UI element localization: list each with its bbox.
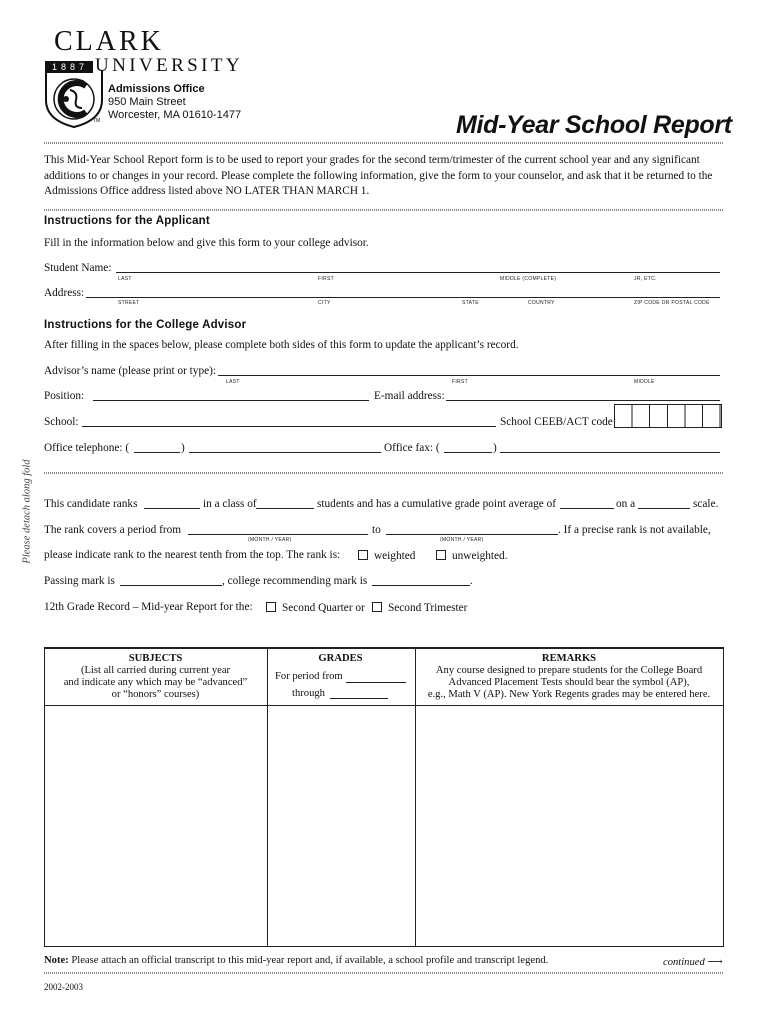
address-sub-street: STREET <box>118 300 140 306</box>
subjects-entry-area[interactable] <box>46 705 266 945</box>
advisor-name-label: Advisor’s name (please print or type): <box>44 365 217 377</box>
unweighted-option[interactable] <box>436 549 508 562</box>
second-trimester-checkbox[interactable] <box>372 602 382 612</box>
passing-text-b: , college recommending mark is <box>222 575 368 587</box>
second-quarter-label: Second Quarter or <box>282 602 365 614</box>
weighted-checkbox[interactable] <box>358 550 368 560</box>
subjects-header <box>45 653 266 701</box>
grades-through-field[interactable] <box>330 698 388 699</box>
rank-text-a: This candidate ranks <box>44 498 138 510</box>
period-from-sub: (MONTH / YEAR) <box>248 537 292 543</box>
unweighted-label: unweighted. <box>452 550 508 562</box>
email-field[interactable] <box>446 400 720 401</box>
name-sub-first: FIRST <box>318 276 334 282</box>
rank-text-d: on a <box>616 498 636 510</box>
office-fax-label: Office fax: ( <box>384 442 440 454</box>
address-sub-country: COUNTRY <box>528 300 555 306</box>
address-field[interactable] <box>86 297 720 298</box>
rank-text-b: in a class of <box>203 498 257 510</box>
trademark-mark: TM <box>93 118 101 124</box>
record-text: 12th Grade Record – Mid-year Report for the: <box>44 601 253 613</box>
ceeb-code-boxes[interactable] <box>614 404 722 428</box>
section-divider-2 <box>44 472 724 474</box>
second-trimester-label: Second Trimester <box>388 602 468 614</box>
name-sub-last: LAST <box>118 276 132 282</box>
arrow-right-icon: ⟶ <box>707 957 723 968</box>
phone-area-field[interactable] <box>134 452 180 453</box>
remarks-line-3: e.g., Math V (AP). New York Regents grades may be entered here. <box>427 689 711 700</box>
subjects-desc-3: or “honors” courses) <box>111 689 200 700</box>
office-city: Worcester, MA 01610-1477 <box>108 109 242 121</box>
period-text-b: to <box>372 524 381 536</box>
remarks-line-2: Advanced Placement Tests should bear the symbol (AP), <box>448 677 690 688</box>
footer-note <box>44 955 548 966</box>
fax-number-field[interactable] <box>500 452 720 453</box>
grades-through-label: through <box>292 688 325 699</box>
address-label: Address: <box>44 287 85 299</box>
class-size-field[interactable] <box>256 508 314 509</box>
continued-text: continued <box>663 957 705 968</box>
applicant-heading: Instructions for the Applicant <box>44 215 210 227</box>
email-label: E-mail address: <box>374 390 445 402</box>
grades-entry-area[interactable] <box>268 705 414 945</box>
intro-paragraph: This Mid-Year School Report form is to be used to report your grades for the second term/trimester of the current school year and any significant additions to or changes in your record. Please complete the following information, give the form to your counselor, and ask that it be returned to the Admissions Office address listed above NO LATER THAN MARCH 1. <box>44 154 713 197</box>
weighted-option[interactable] <box>358 549 415 562</box>
section-divider-1 <box>44 209 724 211</box>
period-to-sub: (MONTH / YEAR) <box>440 537 484 543</box>
gpa-field[interactable] <box>560 508 614 509</box>
detach-note: Please detach along fold <box>21 459 33 564</box>
form-year: 2002-2003 <box>44 982 83 992</box>
logo-clark-text: CLARK <box>54 26 164 57</box>
subjects-title: SUBJECTS <box>128 653 183 664</box>
advisor-sub-first: FIRST <box>452 379 468 385</box>
weighted-label: weighted <box>374 550 416 562</box>
recommending-mark-field[interactable] <box>372 585 470 586</box>
grades-period-label: For period from <box>275 671 343 682</box>
second-quarter-checkbox[interactable] <box>266 602 276 612</box>
second-trimester-option[interactable] <box>372 601 467 614</box>
student-name-label: Student Name: <box>44 262 112 274</box>
address-sub-city: CITY <box>318 300 331 306</box>
phone-number-field[interactable] <box>189 452 381 453</box>
rank-text-c: students and has a cumulative grade point average of <box>317 498 557 510</box>
advisor-name-field[interactable] <box>218 375 720 376</box>
gpa-scale-field[interactable] <box>638 508 690 509</box>
subjects-desc-2: and indicate any which may be “advanced” <box>63 677 248 688</box>
passing-text-c: . <box>470 575 473 587</box>
second-quarter-option[interactable] <box>266 601 365 614</box>
office-street: 950 Main Street <box>108 96 186 108</box>
logo-year: 1887 <box>51 62 89 72</box>
footer-divider <box>44 972 724 974</box>
address-sub-state: STATE <box>462 300 479 306</box>
advisor-sub-middle: MIDDLE <box>634 379 655 385</box>
fax-area-field[interactable] <box>444 452 492 453</box>
period-text-c: . If a precise rank is not available, <box>558 524 711 536</box>
fax-close-paren: ) <box>493 442 497 454</box>
period-text-a: The rank covers a period from <box>44 524 182 536</box>
note-text: Please attach an official transcript to this mid-year report and, if available, a school profile and transcript legend. <box>71 955 549 966</box>
logo-university-text: UNIVERSITY <box>95 55 243 76</box>
period-from-field[interactable] <box>188 534 368 535</box>
rank-text-e: scale. <box>693 498 719 510</box>
remarks-title: REMARKS <box>541 653 597 664</box>
rank-field[interactable] <box>144 508 200 509</box>
subjects-desc-1: (List all carried during current year <box>80 665 231 676</box>
unweighted-checkbox[interactable] <box>436 550 446 560</box>
position-field[interactable] <box>93 400 369 401</box>
advisor-instruction: After filling in the spaces below, please complete both sides of this form to update the applicant’s record. <box>44 339 519 351</box>
remarks-header <box>415 653 723 701</box>
grades-period-from-field[interactable] <box>346 682 406 683</box>
remarks-line-1: Any course designed to prepare students for the College Board <box>435 665 703 676</box>
phone-close-paren: ) <box>181 442 185 454</box>
continued-label <box>663 956 723 968</box>
passing-text-a: Passing mark is <box>44 575 115 587</box>
header-divider <box>44 142 724 144</box>
name-sub-jr: JR, ETC. <box>634 276 657 282</box>
position-label: Position: <box>44 390 85 402</box>
form-title: Mid-Year School Report <box>456 111 732 139</box>
period-to-field[interactable] <box>386 534 558 535</box>
office-name: Admissions Office <box>108 83 205 95</box>
passing-mark-field[interactable] <box>120 585 222 586</box>
school-field[interactable] <box>82 426 496 427</box>
name-sub-middle: MIDDLE (COMPLETE) <box>500 276 557 282</box>
school-label: School: <box>44 416 79 428</box>
grades-title: GRADES <box>318 653 363 664</box>
advisor-heading: Instructions for the College Advisor <box>44 319 247 331</box>
ceeb-label: School CEEB/ACT code <box>500 416 613 428</box>
student-name-field[interactable] <box>116 272 720 273</box>
applicant-instruction: Fill in the information below and give this form to your college advisor. <box>44 237 369 249</box>
advisor-sub-last: LAST <box>226 379 240 385</box>
note-label: Note: <box>44 955 69 966</box>
tenth-text: please indicate rank to the nearest tenth from the top. The rank is: <box>44 549 341 561</box>
address-sub-zip: ZIP CODE OR POSTAL CODE <box>634 300 710 306</box>
remarks-entry-area[interactable] <box>416 705 722 945</box>
office-phone-label: Office telephone: ( <box>44 442 130 454</box>
